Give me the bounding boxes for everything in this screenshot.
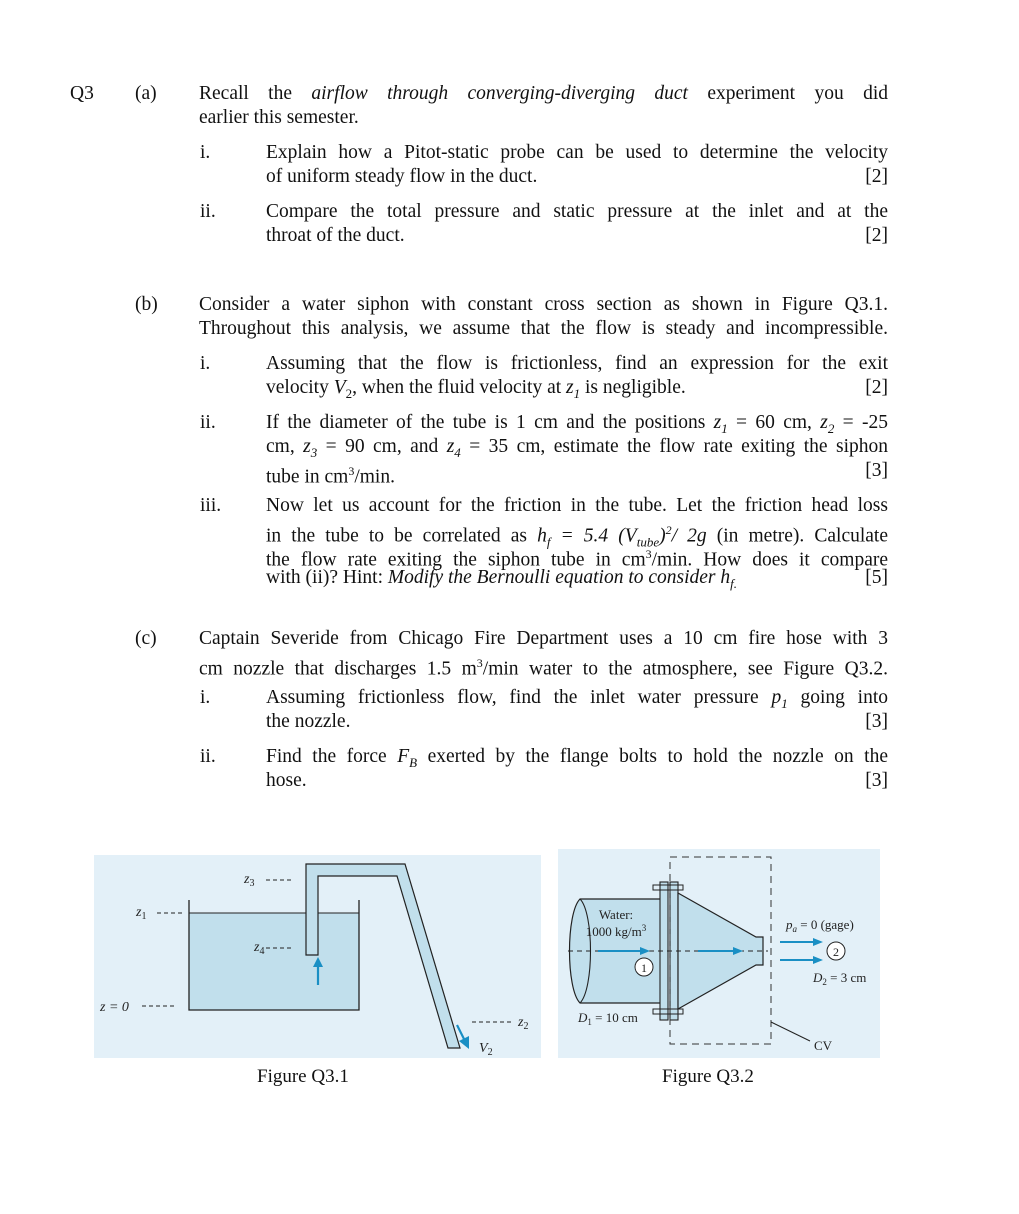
part-b-iii-number: iii. <box>200 495 222 516</box>
part-a-i-marks: [2] <box>865 166 888 187</box>
figure-q32-caption: Figure Q3.2 <box>662 1066 754 1087</box>
figure-q31-caption: Figure Q3.1 <box>257 1066 349 1087</box>
part-a-i-line2: of uniform steady flow in the duct. <box>266 166 538 187</box>
part-c-i-number: i. <box>200 687 211 708</box>
part-b-intro-line2: Throughout this analysis, we assume that the flow is steady and incompressible. <box>199 318 888 339</box>
part-b-intro-line1: Consider a water siphon with constant cross section as shown in Figure Q3.1. <box>199 294 888 315</box>
part-a-ii-line2: throat of the duct. <box>266 225 405 246</box>
density-label: 1000 $kg/m^3$ <box>585 923 647 939</box>
part-b-i-number: i. <box>200 353 211 374</box>
part-b-ii-marks: [3] <box>865 460 888 481</box>
part-b-ii-line1: If the diameter of the tube is 1 cm and the positions $z_1 = 60$ cm, $z_2 = -25$ <box>266 412 888 436</box>
z4-label: $z_4$ <box>254 940 265 957</box>
z0-label: z = 0 <box>100 1000 129 1015</box>
part-b-iii-line4: with (ii)? Hint: Modify the Bernoulli equation to consider $h_{f.}$ <box>266 567 738 591</box>
part-c-i-line1: Assuming frictionless flow, find the inlet water pressure $p_1$ going into <box>266 687 889 711</box>
part-a-label: (a) <box>135 83 157 104</box>
nozzle-diagram <box>558 849 880 1058</box>
figure-q31 <box>94 855 541 1058</box>
water-label: Water: <box>598 907 634 922</box>
part-c-label: (c) <box>135 628 157 649</box>
part-a-intro-line1: Recall the airflow through converging-diverging duct experiment you did <box>199 83 888 104</box>
part-b-ii-line3: tube in $cm^3/\min$. <box>266 464 395 488</box>
part-c-intro-line1: Captain Severide from Chicago Fire Department uses a 10 cm fire hose with 3 <box>199 628 888 649</box>
part-b-ii-number: ii. <box>200 412 216 433</box>
jet-arrow-top-head <box>813 938 823 946</box>
part-c-i-line2: the nozzle. <box>266 711 351 732</box>
part-c-ii-line2: hose. <box>266 770 307 791</box>
exit-arrow <box>457 1025 464 1039</box>
part-a-ii-marks: [2] <box>865 225 888 246</box>
part-a-ii-line1: Compare the total pressure and static pressure at the inlet and at the <box>266 201 888 222</box>
part-a-i-line1: Explain how a Pitot-static probe can be used to determine the velocity <box>266 142 888 163</box>
part-a-i-number: i. <box>200 142 211 163</box>
part-b-iii-line2: in the tube to be correlated as $h_f = 5.4$ $(V_{tube})^2/$ 2g (in metre). Calculate <box>266 523 888 550</box>
part-b-iii-line1: Now let us account for the friction in the tube. Let the friction head loss <box>266 495 888 516</box>
part-a-ii-number: ii. <box>200 201 216 222</box>
siphon-diagram <box>94 855 541 1058</box>
part-c-i-marks: [3] <box>865 711 888 732</box>
part-b-i-line2: velocity $V_2$, when the fluid velocity at $z_1$ is negligible. <box>266 377 686 401</box>
z1-label: $z_1$ <box>136 905 147 922</box>
pa-label: $p_a = 0$ (gage) <box>786 917 854 934</box>
part-c-intro-line2: cm nozzle that discharges 1.5 $m^3/\min$ water to the atmosphere, see Figure Q3.2. <box>199 656 888 680</box>
z3-label: $z_3$ <box>244 872 255 889</box>
part-b-i-marks: [2] <box>865 377 888 398</box>
z2-label: $z_2$ <box>518 1015 529 1032</box>
part-a-intro-line2: earlier this semester. <box>199 107 359 128</box>
station-2-label: 2 <box>833 945 839 959</box>
question-number: Q3 <box>70 83 94 104</box>
part-b-iii-marks: [5] <box>865 567 888 588</box>
part-c-ii-line1: Find the force $F_B$ exerted by the flange bolts to hold the nozzle on the <box>266 746 888 770</box>
d1-label: $D_1 = 10$ cm <box>578 1010 638 1027</box>
part-b-iii-line3: the flow rate exiting the siphon tube in $cm^3/\min$. How does it compare <box>266 547 888 571</box>
part-c-ii-marks: [3] <box>865 770 888 791</box>
cv-label: CV <box>814 1038 833 1053</box>
d2-label: $D_2 = 3$ cm <box>813 970 867 987</box>
cv-leader <box>771 1022 810 1041</box>
part-c-ii-number: ii. <box>200 746 216 767</box>
part-b-ii-line2: cm, $z_3 = 90$ cm, and $z_4 = 35$ cm, estimate the flow rate exiting the siphon <box>266 436 888 460</box>
tank-water <box>189 913 359 1010</box>
v2-label: $V_2$ <box>479 1041 493 1058</box>
part-b-label: (b) <box>135 294 158 315</box>
figure-q32 <box>558 849 880 1058</box>
part-b-i-line1: Assuming that the flow is frictionless, find an expression for the exit <box>266 353 888 374</box>
jet-arrow-bottom-head <box>813 956 823 964</box>
station-1-label: 1 <box>641 961 647 975</box>
